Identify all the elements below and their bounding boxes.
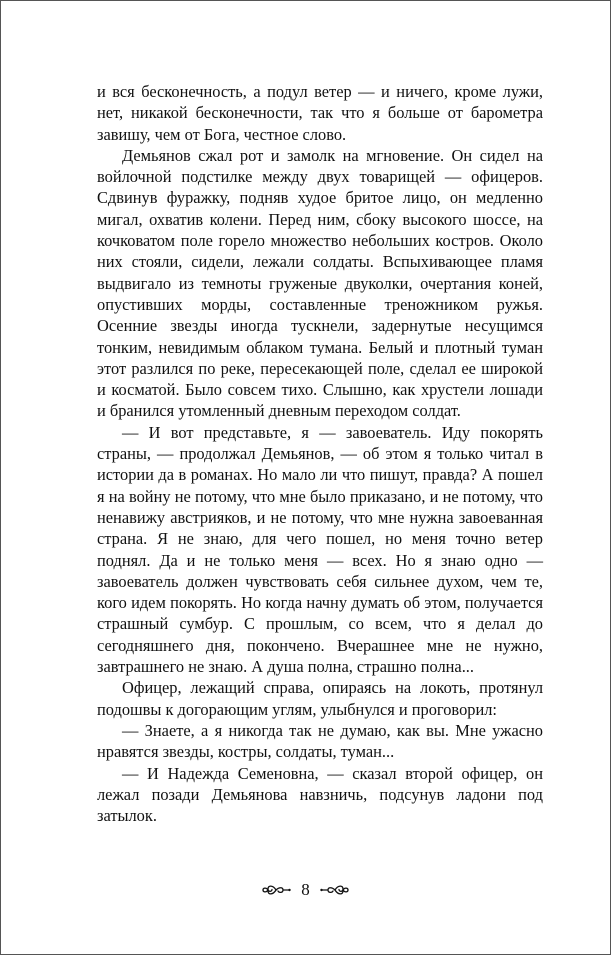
paragraph-narration-officer: Офицер, лежащий справа, опираясь на локоть, протянул подошвы к догорающим углям, улыбнулся и проговорил: bbox=[97, 678, 543, 719]
paragraph-dialogue-demyanov: — И вот представьте, я — завоеватель. Иду покорять страны, — продолжал Демьянов, — об этом я только читал в истории да в романах. Но мало ли что пишут, правда? А пошел я на войну не потому, что мне было приказано, и не потому, что ненавижу австрияков, и не потому, что мне нужна завоеванная страна. Я не знаю, для чего пошел, но меня точно ветер поднял. Да и не только меня — всех. Но я знаю одно — завоеватель должен чувствовать себя сильнее духом, чем те, кого идем покорять. Но когда начну думать об этом, получается страшный сумбур. С прошлым, со всем, что я делал до сегодняшнего дня, покончено. Вчерашнее мне не нужно, завтрашнего не знаю. А душа полна, страшно полна... bbox=[97, 422, 543, 677]
paragraph-narration: Демьянов сжал рот и замолк на мгновение. Он сидел на войлочной подстилке между двух товарищей — офицеров. Сдвинув фуражку, подняв худое бритое лицо, он медленно мигал, охватив колени. Перед ним, сбоку высокого шоссе, на кочковатом поле горело множество небольших костров. Около них стояли, сидели, лежали солдаты. Вспыхивающее пламя выдвигало из темноты груженые двуколки, очертания коней, опустивших морды, составленные треножником ружья. Осенние звезды иногда тускнели, задернутые несущимся тонким, невидимым облаком тумана. Белый и плотный туман этот разлился по реке, пересекающей поле, сделал ее широкой и косматой. Было совсем тихо. Слышно, как хрустели лошади и бранился утомленный дневным переходом солдат. bbox=[97, 145, 543, 421]
fleuron-right-icon bbox=[320, 882, 350, 898]
paragraph-continuation: и вся бесконечность, а подул ветер — и ничего, кроме лужи, нет, никакой бесконечности, так что я больше от барометра завишу, чем от Бога, честное слово. bbox=[97, 82, 543, 144]
page-footer bbox=[1, 879, 610, 900]
fleuron-left-icon bbox=[261, 882, 291, 898]
body-text bbox=[97, 81, 543, 826]
page-number: 8 bbox=[301, 880, 310, 900]
paragraph-dialogue-officer: — Знаете, а я никогда так не думаю, как вы. Мне ужасно нравятся звезды, костры, солдаты, туман... bbox=[97, 720, 543, 762]
paragraph-dialogue-second-officer: — И Надежда Семеновна, — сказал второй офицер, он лежал позади Демьянова навзничь, подсунув ладони под затылок. bbox=[97, 763, 543, 826]
